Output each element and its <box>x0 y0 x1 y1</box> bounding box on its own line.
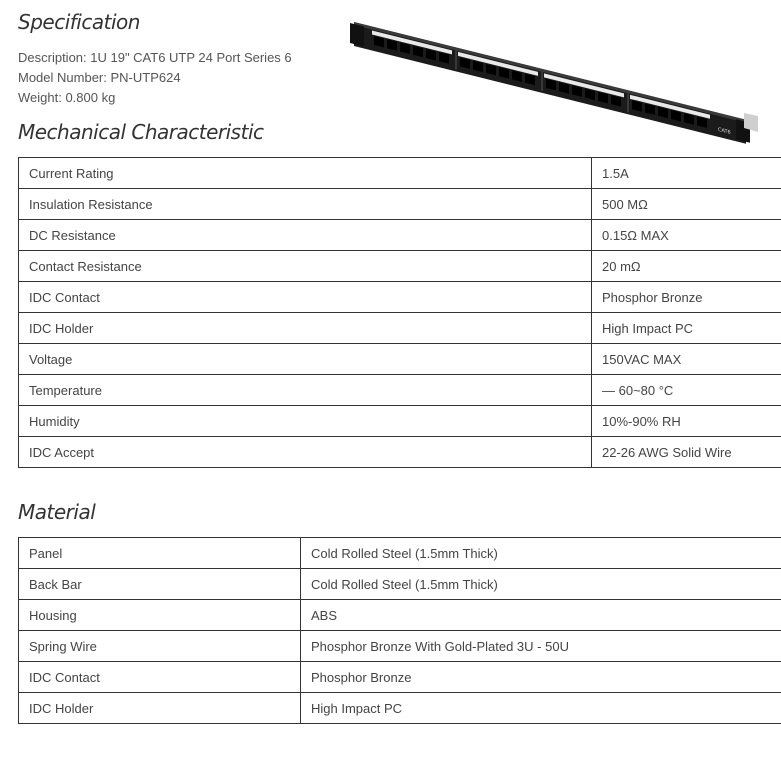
table-row <box>19 600 781 631</box>
row-value: Cold Rolled Steel (1.5mm Thick) <box>301 569 781 600</box>
table-row <box>19 631 781 662</box>
row-value: Phosphor Bronze <box>592 282 781 313</box>
row-value: 20 mΩ <box>592 251 781 282</box>
row-value: 10%-90% RH <box>592 406 781 437</box>
row-value: Phosphor Bronze <box>301 662 781 693</box>
row-label: Humidity <box>19 406 592 437</box>
spec-model-number: Model Number: PN-UTP624 <box>18 70 181 85</box>
table-row <box>19 282 781 313</box>
row-label: IDC Accept <box>19 437 592 468</box>
row-value: High Impact PC <box>592 313 781 344</box>
row-value: Cold Rolled Steel (1.5mm Thick) <box>301 538 781 569</box>
row-label: Spring Wire <box>19 631 301 662</box>
row-label: Back Bar <box>19 569 301 600</box>
table-row <box>19 158 781 189</box>
table-row <box>19 344 781 375</box>
table-row <box>19 538 781 569</box>
row-value: Phosphor Bronze With Gold-Plated 3U - 50U <box>301 631 781 662</box>
row-value: 22-26 AWG Solid Wire <box>592 437 781 468</box>
material-title: Material <box>18 500 96 524</box>
mechanical-table <box>18 157 781 468</box>
cat6-label: CAT6 <box>718 126 731 136</box>
row-value: — 60~80 °C <box>592 375 781 406</box>
table-row <box>19 375 781 406</box>
row-label: Voltage <box>19 344 592 375</box>
table-row <box>19 251 781 282</box>
row-label: Contact Resistance <box>19 251 592 282</box>
mechanical-title: Mechanical Characteristic <box>18 120 264 144</box>
table-row <box>19 569 781 600</box>
row-value: 500 MΩ <box>592 189 781 220</box>
spec-weight: Weight: 0.800 kg <box>18 90 116 105</box>
row-value: 1.5A <box>592 158 781 189</box>
row-value: High Impact PC <box>301 693 781 724</box>
row-label: IDC Contact <box>19 662 301 693</box>
row-label: IDC Contact <box>19 282 592 313</box>
spec-description: Description: 1U 19" CAT6 UTP 24 Port Series 6 <box>18 50 292 65</box>
table-row <box>19 406 781 437</box>
table-row <box>19 437 781 468</box>
row-label: Housing <box>19 600 301 631</box>
row-value: 0.15Ω MAX <box>592 220 781 251</box>
row-label: Temperature <box>19 375 592 406</box>
table-row <box>19 693 781 724</box>
patch-panel-image <box>348 8 760 158</box>
row-value: 150VAC MAX <box>592 344 781 375</box>
table-row <box>19 220 781 251</box>
specification-title: Specification <box>18 10 140 34</box>
material-table <box>18 537 781 724</box>
table-row <box>19 189 781 220</box>
row-label: IDC Holder <box>19 693 301 724</box>
row-label: Current Rating <box>19 158 592 189</box>
table-row <box>19 313 781 344</box>
row-label: Panel <box>19 538 301 569</box>
table-row <box>19 662 781 693</box>
row-label: Insulation Resistance <box>19 189 592 220</box>
row-label: IDC Holder <box>19 313 592 344</box>
row-label: DC Resistance <box>19 220 592 251</box>
row-value: ABS <box>301 600 781 631</box>
